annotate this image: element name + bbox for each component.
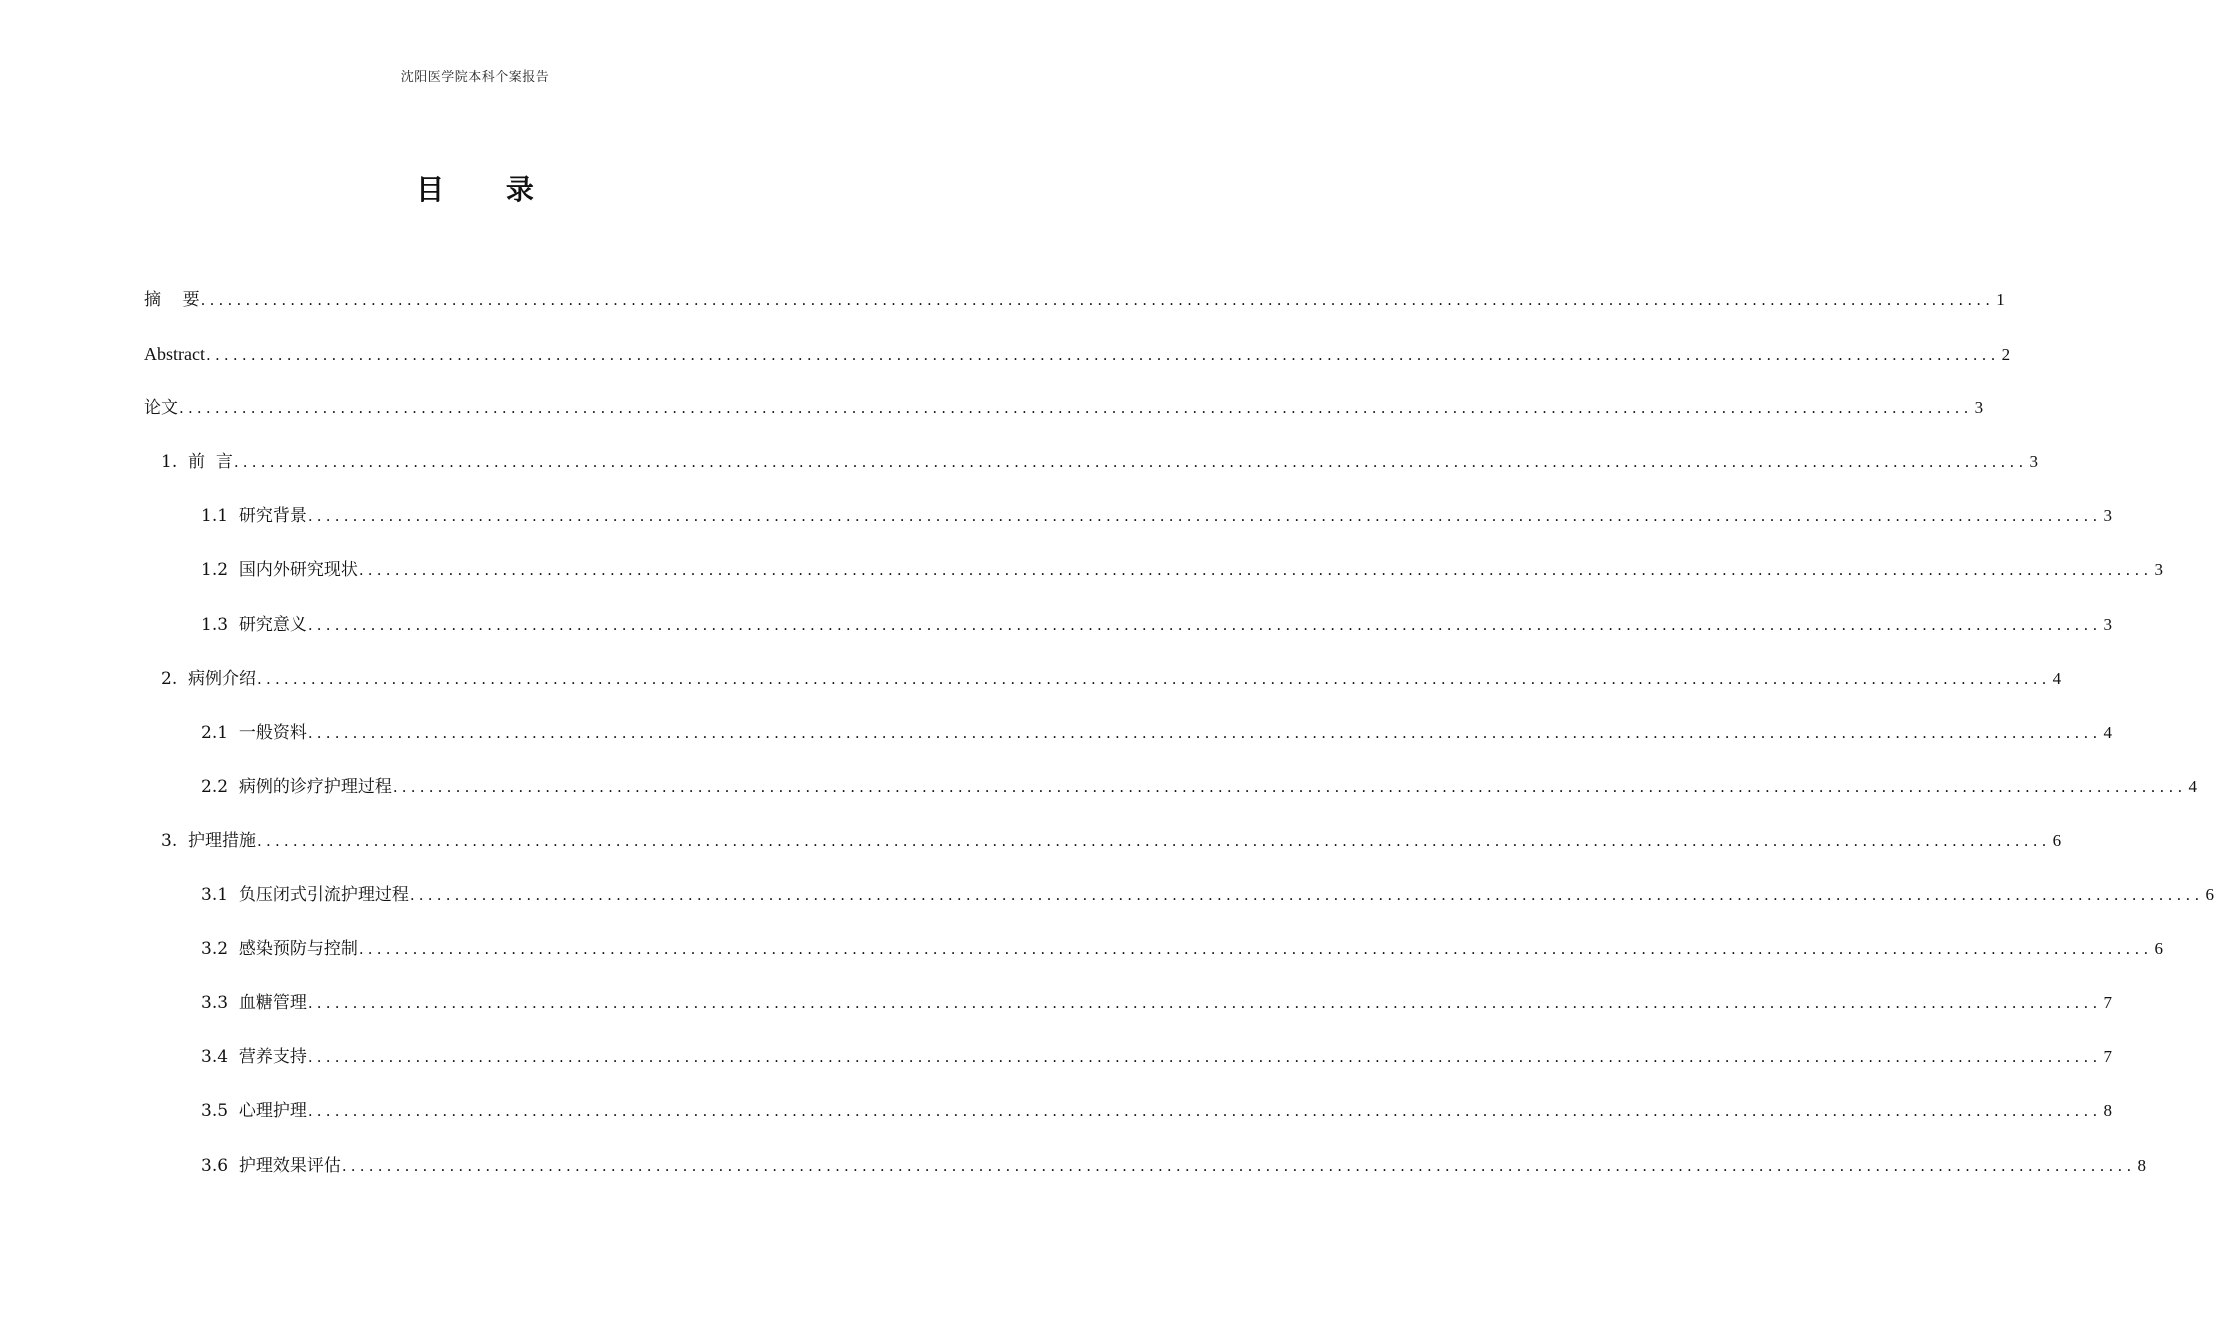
toc-page-number: 4 bbox=[2052, 668, 2062, 688]
toc-dot-leader: ........................................................................................................................................................................................................ bbox=[307, 615, 2102, 634]
toc-entry[interactable] bbox=[144, 773, 2197, 827]
toc-entry[interactable] bbox=[144, 989, 2112, 1043]
toc-entry[interactable] bbox=[144, 556, 2163, 610]
toc-entry[interactable] bbox=[144, 286, 2005, 340]
toc-page-number: 3 bbox=[1974, 398, 1984, 418]
toc-dot-leader: ........................................................................................................................................................................................................ bbox=[233, 453, 2028, 472]
toc-page-number: 1 bbox=[1996, 290, 2005, 309]
toc-dot-leader: ........................................................................................................................................................................................................ bbox=[307, 1102, 2102, 1121]
toc-entry-label: 3.3 血糖管理 bbox=[201, 993, 307, 1014]
toc-entry[interactable] bbox=[144, 827, 2062, 881]
toc-dot-leader: ........................................................................................................................................................................................................ bbox=[307, 507, 2102, 526]
toc-dot-leader: ........................................................................................................................................................................................................ bbox=[257, 669, 2051, 688]
toc-entry-label: 1.1 研究背景 bbox=[201, 506, 307, 527]
toc-entry[interactable] bbox=[144, 665, 2062, 719]
toc-entry-label: 3.4 营养支持 bbox=[201, 1047, 307, 1068]
toc-entry-label: 2. 病例介绍 bbox=[161, 668, 257, 689]
toc-page-number: 7 bbox=[2103, 993, 2112, 1013]
toc-dot-leader: ........................................................................................................................................................................................................ bbox=[179, 399, 1973, 418]
toc-entry[interactable] bbox=[144, 1043, 2112, 1097]
toc-entry[interactable] bbox=[144, 502, 2112, 556]
toc-page-number: 6 bbox=[2052, 830, 2062, 850]
toc-page-number: 2 bbox=[2001, 345, 2011, 365]
toc-page-number: 6 bbox=[2154, 939, 2163, 959]
toc-entry-label: 3.2 感染预防与控制 bbox=[201, 939, 358, 960]
toc-entry-label: 1.2 国内外研究现状 bbox=[201, 560, 358, 581]
toc-entry[interactable] bbox=[144, 1097, 2112, 1151]
toc-entry-label: 3.6 护理效果评估 bbox=[201, 1155, 341, 1176]
toc-dot-leader: ........................................................................................................................................................................................................ bbox=[307, 994, 2102, 1013]
page-title: 目 录 bbox=[416, 173, 560, 206]
toc-dot-leader: ........................................................................................................................................................................................................ bbox=[409, 886, 2204, 905]
toc-entry-label: Abstract bbox=[144, 344, 205, 365]
toc-entry[interactable] bbox=[144, 719, 2112, 773]
toc-dot-leader: ........................................................................................................................................................................................................ bbox=[307, 1048, 2102, 1067]
toc-page-number: 3 bbox=[2154, 560, 2163, 580]
toc-dot-leader: ........................................................................................................................................................................................................ bbox=[200, 291, 1995, 309]
toc-page-number: 8 bbox=[2103, 1101, 2112, 1121]
toc-dot-leader: ........................................................................................................................................................................................................ bbox=[358, 940, 2153, 959]
toc-entry[interactable] bbox=[144, 340, 2011, 394]
toc-entry[interactable] bbox=[144, 1152, 2146, 1206]
toc-entry-label: 3. 护理措施 bbox=[161, 830, 257, 851]
toc-page-number: 7 bbox=[2103, 1047, 2112, 1067]
table-of-contents bbox=[144, 286, 2214, 1206]
toc-page-number: 8 bbox=[2137, 1155, 2146, 1175]
toc-page-number: 3 bbox=[2103, 614, 2112, 634]
toc-entry[interactable] bbox=[144, 881, 2214, 935]
toc-dot-leader: ........................................................................................................................................................................................................ bbox=[358, 561, 2153, 580]
toc-page-number: 4 bbox=[2188, 776, 2197, 796]
toc-page-number: 3 bbox=[2029, 452, 2038, 472]
toc-dot-leader: ........................................................................................................................................................................................................ bbox=[341, 1156, 2136, 1175]
toc-entry-label: 2.1 一般资料 bbox=[201, 722, 307, 743]
toc-entry-label: 论文 bbox=[144, 398, 178, 419]
toc-entry-label: 3.1 负压闭式引流护理过程 bbox=[201, 885, 409, 906]
toc-dot-leader: ........................................................................................................................................................................................................ bbox=[257, 831, 2051, 850]
toc-page-number: 3 bbox=[2103, 506, 2112, 526]
toc-entry-label: 2.2 病例的诊疗护理过程 bbox=[201, 776, 392, 797]
toc-dot-leader: ........................................................................................................................................................................................................ bbox=[205, 346, 2000, 365]
toc-entry-label: 1. 前 言 bbox=[161, 452, 233, 473]
toc-entry-label: 3.5 心理护理 bbox=[201, 1101, 307, 1122]
toc-entry-label: 1.3 研究意义 bbox=[201, 614, 307, 635]
toc-entry[interactable] bbox=[144, 935, 2163, 989]
toc-dot-leader: ........................................................................................................................................................................................................ bbox=[307, 723, 2102, 742]
toc-entry[interactable] bbox=[144, 394, 1984, 448]
toc-dot-leader: ........................................................................................................................................................................................................ bbox=[392, 777, 2187, 796]
running-header: 沈阳医学院本科个案报告 bbox=[400, 70, 550, 85]
toc-page-number: 4 bbox=[2103, 722, 2112, 742]
toc-entry[interactable] bbox=[144, 611, 2112, 665]
toc-page-number: 6 bbox=[2205, 885, 2214, 905]
toc-entry-label: 摘 要 bbox=[144, 290, 200, 310]
toc-entry[interactable] bbox=[144, 448, 2038, 502]
